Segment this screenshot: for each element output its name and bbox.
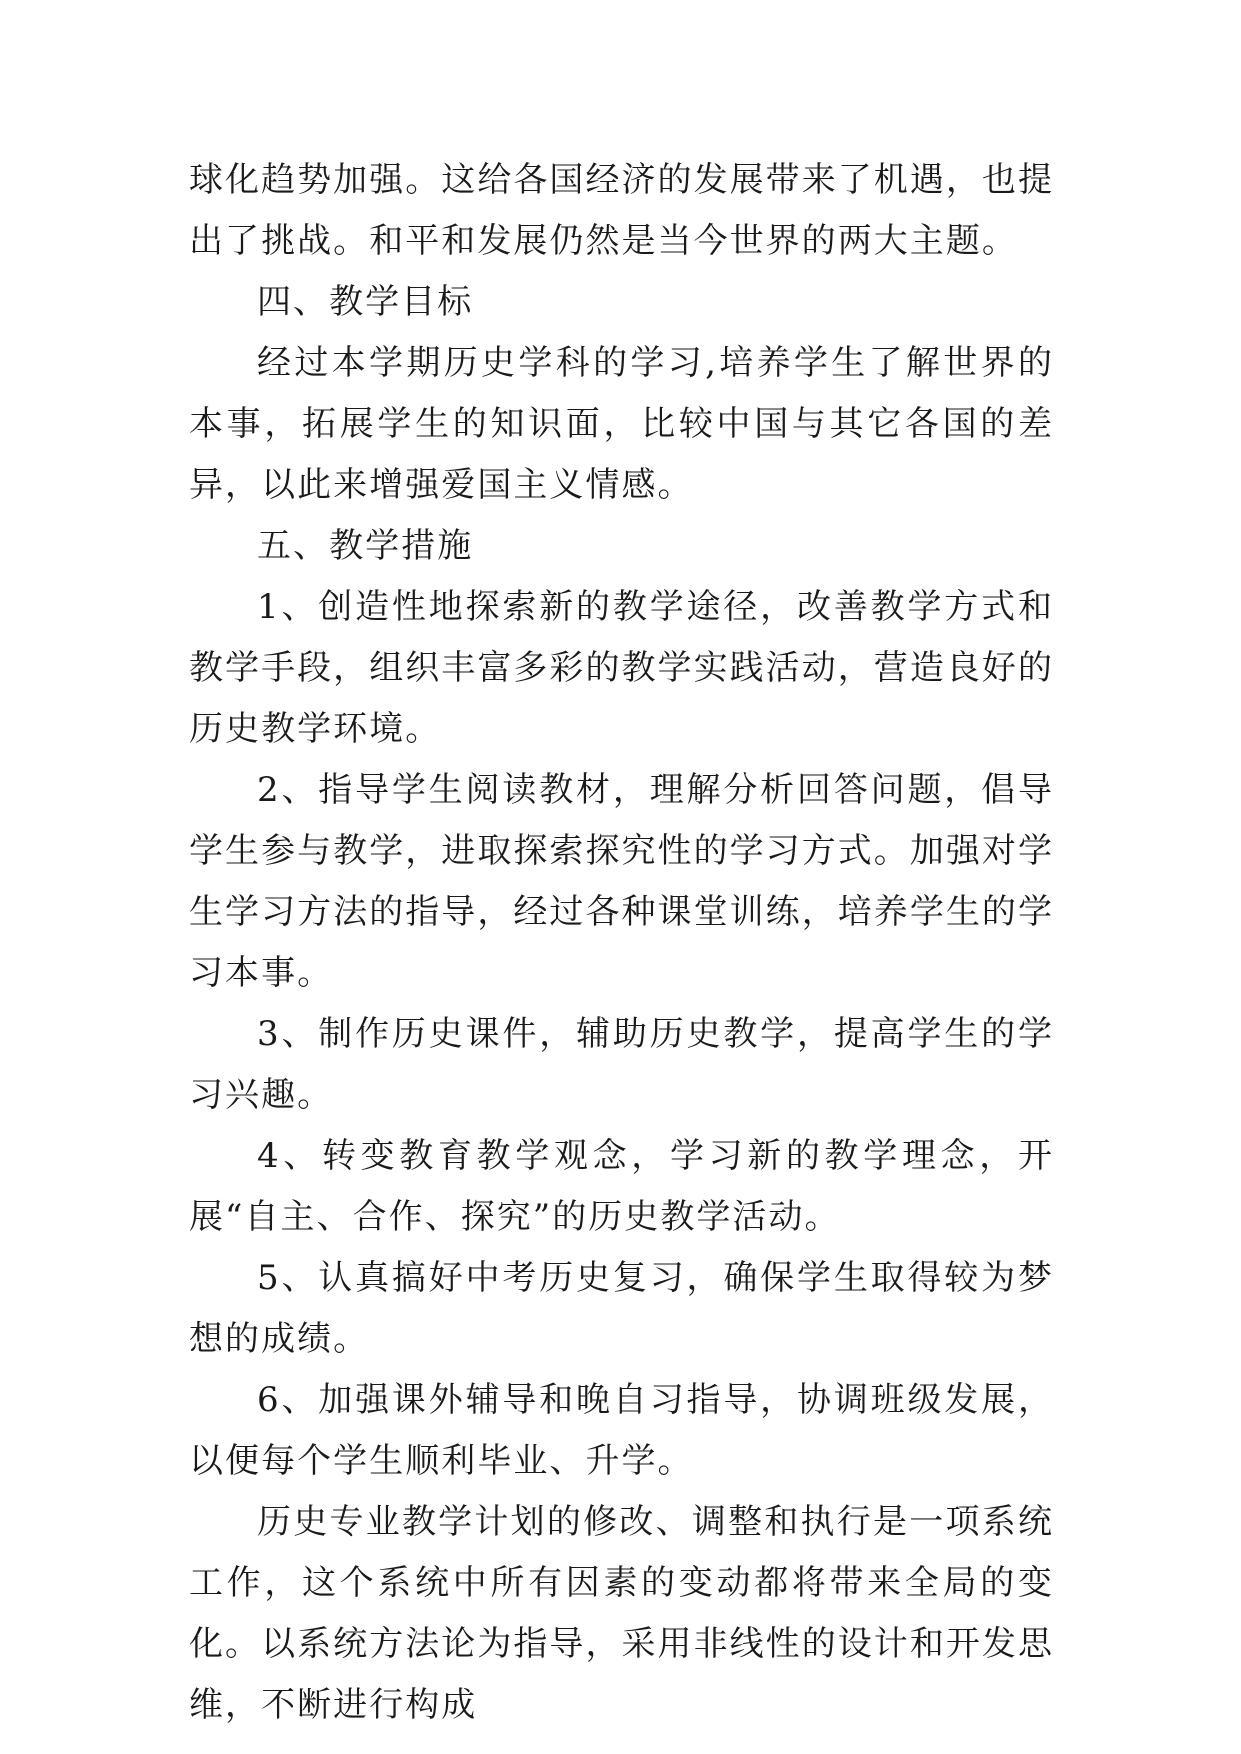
measure-item-5: 5、认真搞好中考历史复习，确保学生取得较为梦想的成绩。 [189, 1258, 1054, 1359]
measure-item-6: 6、加强课外辅导和晚自习指导，协调班级发展，以便每个学生顺利毕业、升学。 [189, 1380, 1054, 1481]
section-heading-teaching-measures: 五、教学措施 [257, 526, 474, 566]
paragraph-closing: 历史专业教学计划的修改、调整和执行是一项系统工作，这个系统中所有因素的变动都将带来全局的变化。以系统方法论为指导，采用非线性的设计和开发思维，不断进行构成 [189, 1502, 1054, 1725]
document-body [189, 150, 1054, 1736]
paragraph-teaching-goals: 经过本学期历史学科的学习,培养学生了解世界的本事，拓展学生的知识面，比较中国与其它各国的差异，以此来增强爱国主义情感。 [189, 343, 1054, 505]
paragraph-continuation: 球化趋势加强。这给各国经济的发展带来了机遇，也提出了挑战。和平和发展仍然是当今世界的两大主题。 [189, 160, 1054, 261]
measure-item-2: 2、指导学生阅读教材，理解分析回答问题，倡导学生参与教学，进取探索探究性的学习方式。加强对学生学习方法的指导，经过各种课堂训练，培养学生的学习本事。 [189, 770, 1054, 993]
measure-item-1: 1、创造性地探索新的教学途径，改善教学方式和教学手段，组织丰富多彩的教学实践活动，营造良好的历史教学环境。 [189, 587, 1054, 749]
section-heading-teaching-goals: 四、教学目标 [257, 282, 474, 322]
measure-item-4: 4、转变教育教学观念，学习新的教学理念，开展“自主、合作、探究”的历史教学活动。 [189, 1136, 1054, 1237]
measure-item-3: 3、制作历史课件，辅助历史教学，提高学生的学习兴趣。 [189, 1014, 1054, 1115]
